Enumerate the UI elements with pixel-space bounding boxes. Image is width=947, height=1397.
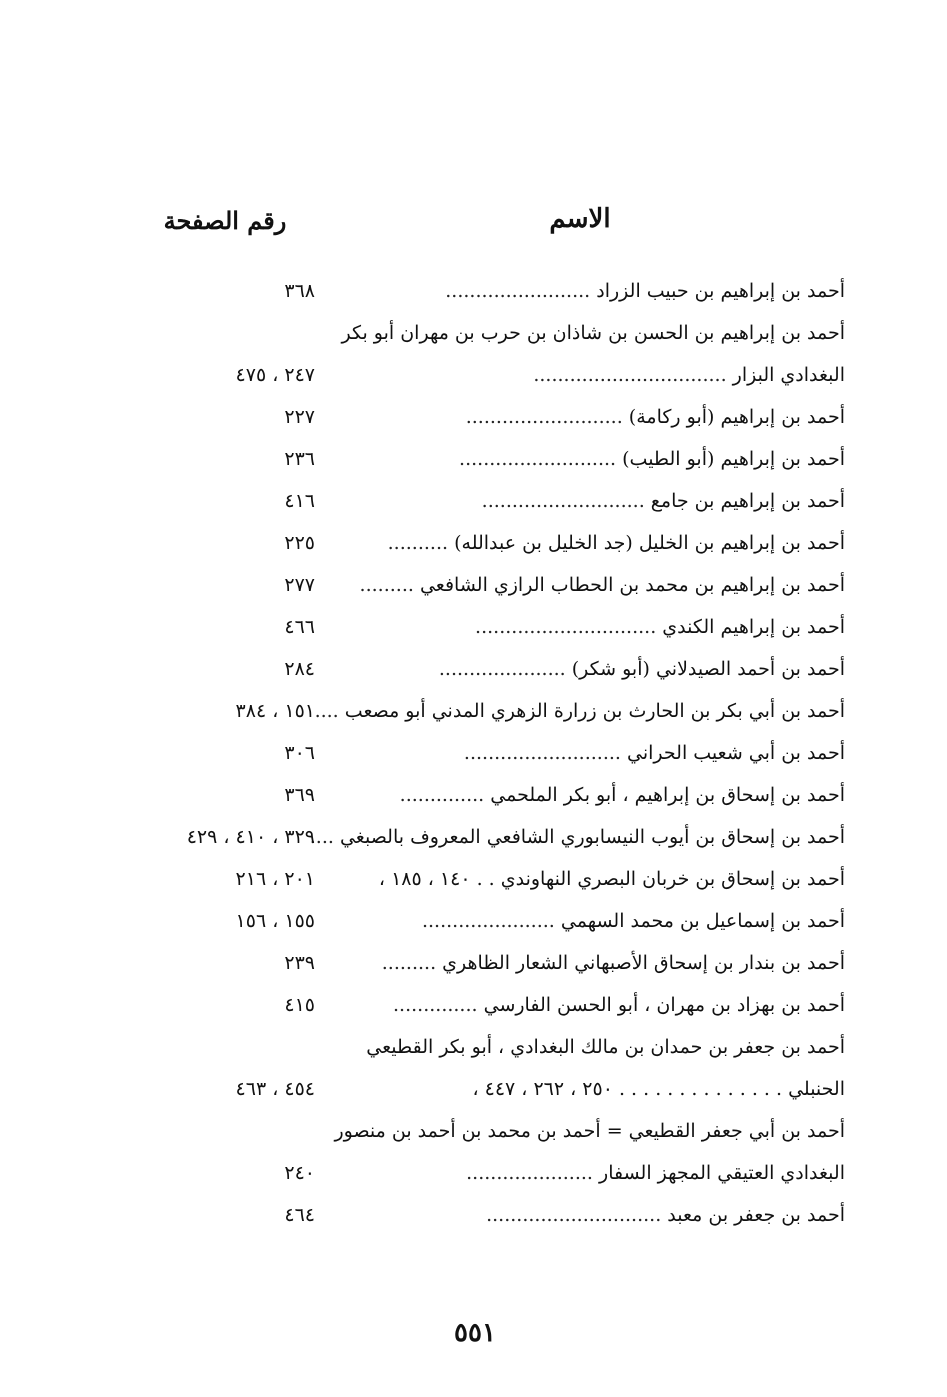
leader-dots: .... — [314, 700, 339, 722]
entry-name — [305, 690, 845, 732]
entry-name-text: أحمد بن أحمد الصيدلاني (أبو شكر) — [571, 658, 845, 680]
column-headers — [0, 198, 947, 248]
entry-page-numbers: ٢٨٤ — [284, 658, 315, 680]
page-number: ٥٥١ — [454, 1318, 496, 1348]
entry-name-text: أحمد بن إبراهيم بن حبيب الزراد — [596, 280, 845, 302]
index-entry-row — [140, 606, 845, 648]
leader-dots: ............................. — [486, 1204, 662, 1226]
index-entry-row — [140, 648, 845, 690]
entry-page-numbers: ٣٦٩ — [284, 784, 315, 806]
entry-name-text: البغدادي العتيقي المجهز السفار — [599, 1162, 845, 1184]
entry-page-numbers: ٤٦٤ — [284, 1204, 315, 1226]
entry-name-text: أحمد بن إبراهيم (أبو ركامة) — [628, 406, 845, 428]
index-entry-row — [140, 1068, 845, 1110]
entry-name — [305, 900, 845, 942]
entry-name — [305, 1068, 845, 1110]
entry-page-numbers: ٤٥٤ ، ٤٦٣ — [235, 1078, 315, 1100]
entry-name — [305, 816, 845, 858]
entry-name — [305, 564, 845, 606]
leader-dots: .............. — [399, 784, 485, 806]
index-entry-row — [140, 900, 845, 942]
index-entry-row — [140, 564, 845, 606]
entry-page-numbers: ٤١٦ — [284, 490, 315, 512]
entry-name-text: أحمد بن أبي جعفر القطيعي = أحمد بن محمد بن أحمد بن منصور — [334, 1120, 845, 1142]
leader-dots: ......... — [359, 574, 414, 596]
name-column-header: الاسم — [549, 204, 611, 234]
entry-name-text: أحمد بن جعفر بن معبد — [667, 1204, 845, 1226]
entry-name — [305, 438, 845, 480]
entry-name — [305, 774, 845, 816]
entry-name-text: الحنبلي . . . . . . . . . . . . . . ٢٥٠ ، ٢٦٢ ، ٤٤٧ ، — [472, 1078, 845, 1100]
entry-name — [305, 480, 845, 522]
entry-name — [140, 1026, 845, 1068]
leader-dots: .... — [309, 826, 334, 848]
leader-dots: ................................ — [533, 364, 727, 386]
index-entry-row — [140, 480, 845, 522]
entry-name — [305, 648, 845, 690]
entry-page-numbers: ٤١٥ — [284, 994, 315, 1016]
entry-name-text: أحمد بن إبراهيم بن جامع — [650, 490, 845, 512]
entry-name — [305, 522, 845, 564]
entry-name — [305, 984, 845, 1026]
entry-page-numbers: ١٥٥ ، ١٥٦ — [235, 910, 315, 932]
index-entry-row — [140, 816, 845, 858]
leader-dots: ..................... — [438, 658, 566, 680]
index-entry-row — [140, 354, 845, 396]
index-entry-row — [140, 1194, 845, 1236]
index-entry-row — [140, 438, 845, 480]
index-entry-row — [140, 774, 845, 816]
entry-page-numbers: ٤٦٦ — [284, 616, 315, 638]
index-entry-row — [140, 1026, 845, 1068]
index-entry-row — [140, 732, 845, 774]
entry-name — [305, 396, 845, 438]
leader-dots: .......................... — [459, 448, 617, 470]
entry-name — [305, 1194, 845, 1236]
index-entry-row — [140, 942, 845, 984]
entry-name-text: أحمد بن أبي شعيب الحراني — [627, 742, 845, 764]
leader-dots: ........................ — [445, 280, 591, 302]
entry-name-text: البغدادي البزار — [732, 364, 845, 386]
leader-dots: ...................... — [421, 910, 555, 932]
entry-name-text: أحمد بن إبراهيم بن الخليل (جد الخليل بن عبدالله) — [454, 532, 845, 554]
entry-name-text: أحمد بن إسحاق بن خربان البصري النهاوندي . . ١٤٠ ، ١٨٥ ، — [378, 868, 845, 890]
leader-dots: .......................... — [463, 742, 621, 764]
entry-name — [305, 1152, 845, 1194]
entry-name-text: أحمد بن أبي بكر بن الحارث بن زرارة الزهري المدني أبو مصعب — [344, 700, 845, 722]
leader-dots: ..................... — [466, 1162, 593, 1184]
entry-name — [305, 858, 845, 900]
index-entries — [140, 270, 845, 1236]
entry-name — [305, 732, 845, 774]
entry-name — [305, 606, 845, 648]
entry-name — [305, 270, 845, 312]
index-entry-row — [140, 1110, 845, 1152]
leader-dots: .......... — [387, 532, 449, 554]
leader-dots: .............................. — [475, 616, 657, 638]
entry-page-numbers: ٢٤٧ ، ٤٧٥ — [235, 364, 315, 386]
entry-page-numbers: ٣٠٦ — [284, 742, 315, 764]
entry-name — [305, 354, 845, 396]
entry-page-numbers: ٢٧٧ — [284, 574, 315, 596]
leader-dots: ......... — [381, 952, 437, 974]
index-entry-row — [140, 312, 845, 354]
entry-name-text: أحمد بن إبراهيم بن محمد بن الحطاب الرازي الشافعي — [419, 574, 845, 596]
entry-name — [140, 312, 845, 354]
index-entry-row — [140, 690, 845, 732]
leader-dots: ........................... — [481, 490, 645, 512]
entry-page-numbers: ٣٦٨ — [284, 280, 315, 302]
entry-page-numbers: ٢٣٦ — [284, 448, 315, 470]
entry-name-text: أحمد بن إسحاق بن أيوب النيسابوري الشافعي المعروف بالصبغي — [339, 826, 845, 848]
index-entry-row — [140, 522, 845, 564]
entry-name — [305, 942, 845, 984]
entry-name-text: أحمد بن بندار بن إسحاق الأصبهاني الشعار الظاهري — [442, 952, 845, 974]
entry-name-text: أحمد بن إبراهيم (أبو الطيب) — [622, 448, 845, 470]
leader-dots: .............. — [393, 994, 478, 1016]
index-entry-row — [140, 396, 845, 438]
entry-name-text: أحمد بن بهزاد بن مهران ، أبو الحسن الفارسي — [483, 994, 845, 1016]
entry-page-numbers: ٢٢٥ — [284, 532, 315, 554]
entry-page-numbers: ٢٣٩ — [284, 952, 315, 974]
entry-page-numbers: ٢٠١ ، ٢١٦ — [235, 868, 315, 890]
index-entry-row — [140, 858, 845, 900]
index-entry-row — [140, 270, 845, 312]
entry-name-text: أحمد بن إسماعيل بن محمد السهمي — [560, 910, 845, 932]
leader-dots: .......................... — [465, 406, 623, 428]
entry-name-text: أحمد بن إبراهيم بن الحسن بن شاذان بن حرب بن مهران أبو بكر — [341, 322, 845, 344]
index-entry-row — [140, 984, 845, 1026]
page-column-header: رقم الصفحة — [163, 206, 287, 235]
entry-page-numbers: ١٥١ ، ٣٨٤ — [235, 700, 315, 722]
entry-page-numbers: ٣٢٩ ، ٤١٠ ، ٤٢٩ — [186, 826, 315, 848]
entry-name-text: أحمد بن جعفر بن حمدان بن مالك البغدادي ، أبو بكر القطيعي — [366, 1036, 845, 1058]
entry-page-numbers: ٢٢٧ — [284, 406, 315, 428]
entry-name — [140, 1110, 845, 1152]
entry-name-text: أحمد بن إبراهيم الكندي — [662, 616, 845, 638]
entry-page-numbers: ٢٤٠ — [284, 1162, 315, 1184]
index-entry-row — [140, 1152, 845, 1194]
entry-name-text: أحمد بن إسحاق بن إبراهيم ، أبو بكر الملحمي — [490, 784, 845, 806]
